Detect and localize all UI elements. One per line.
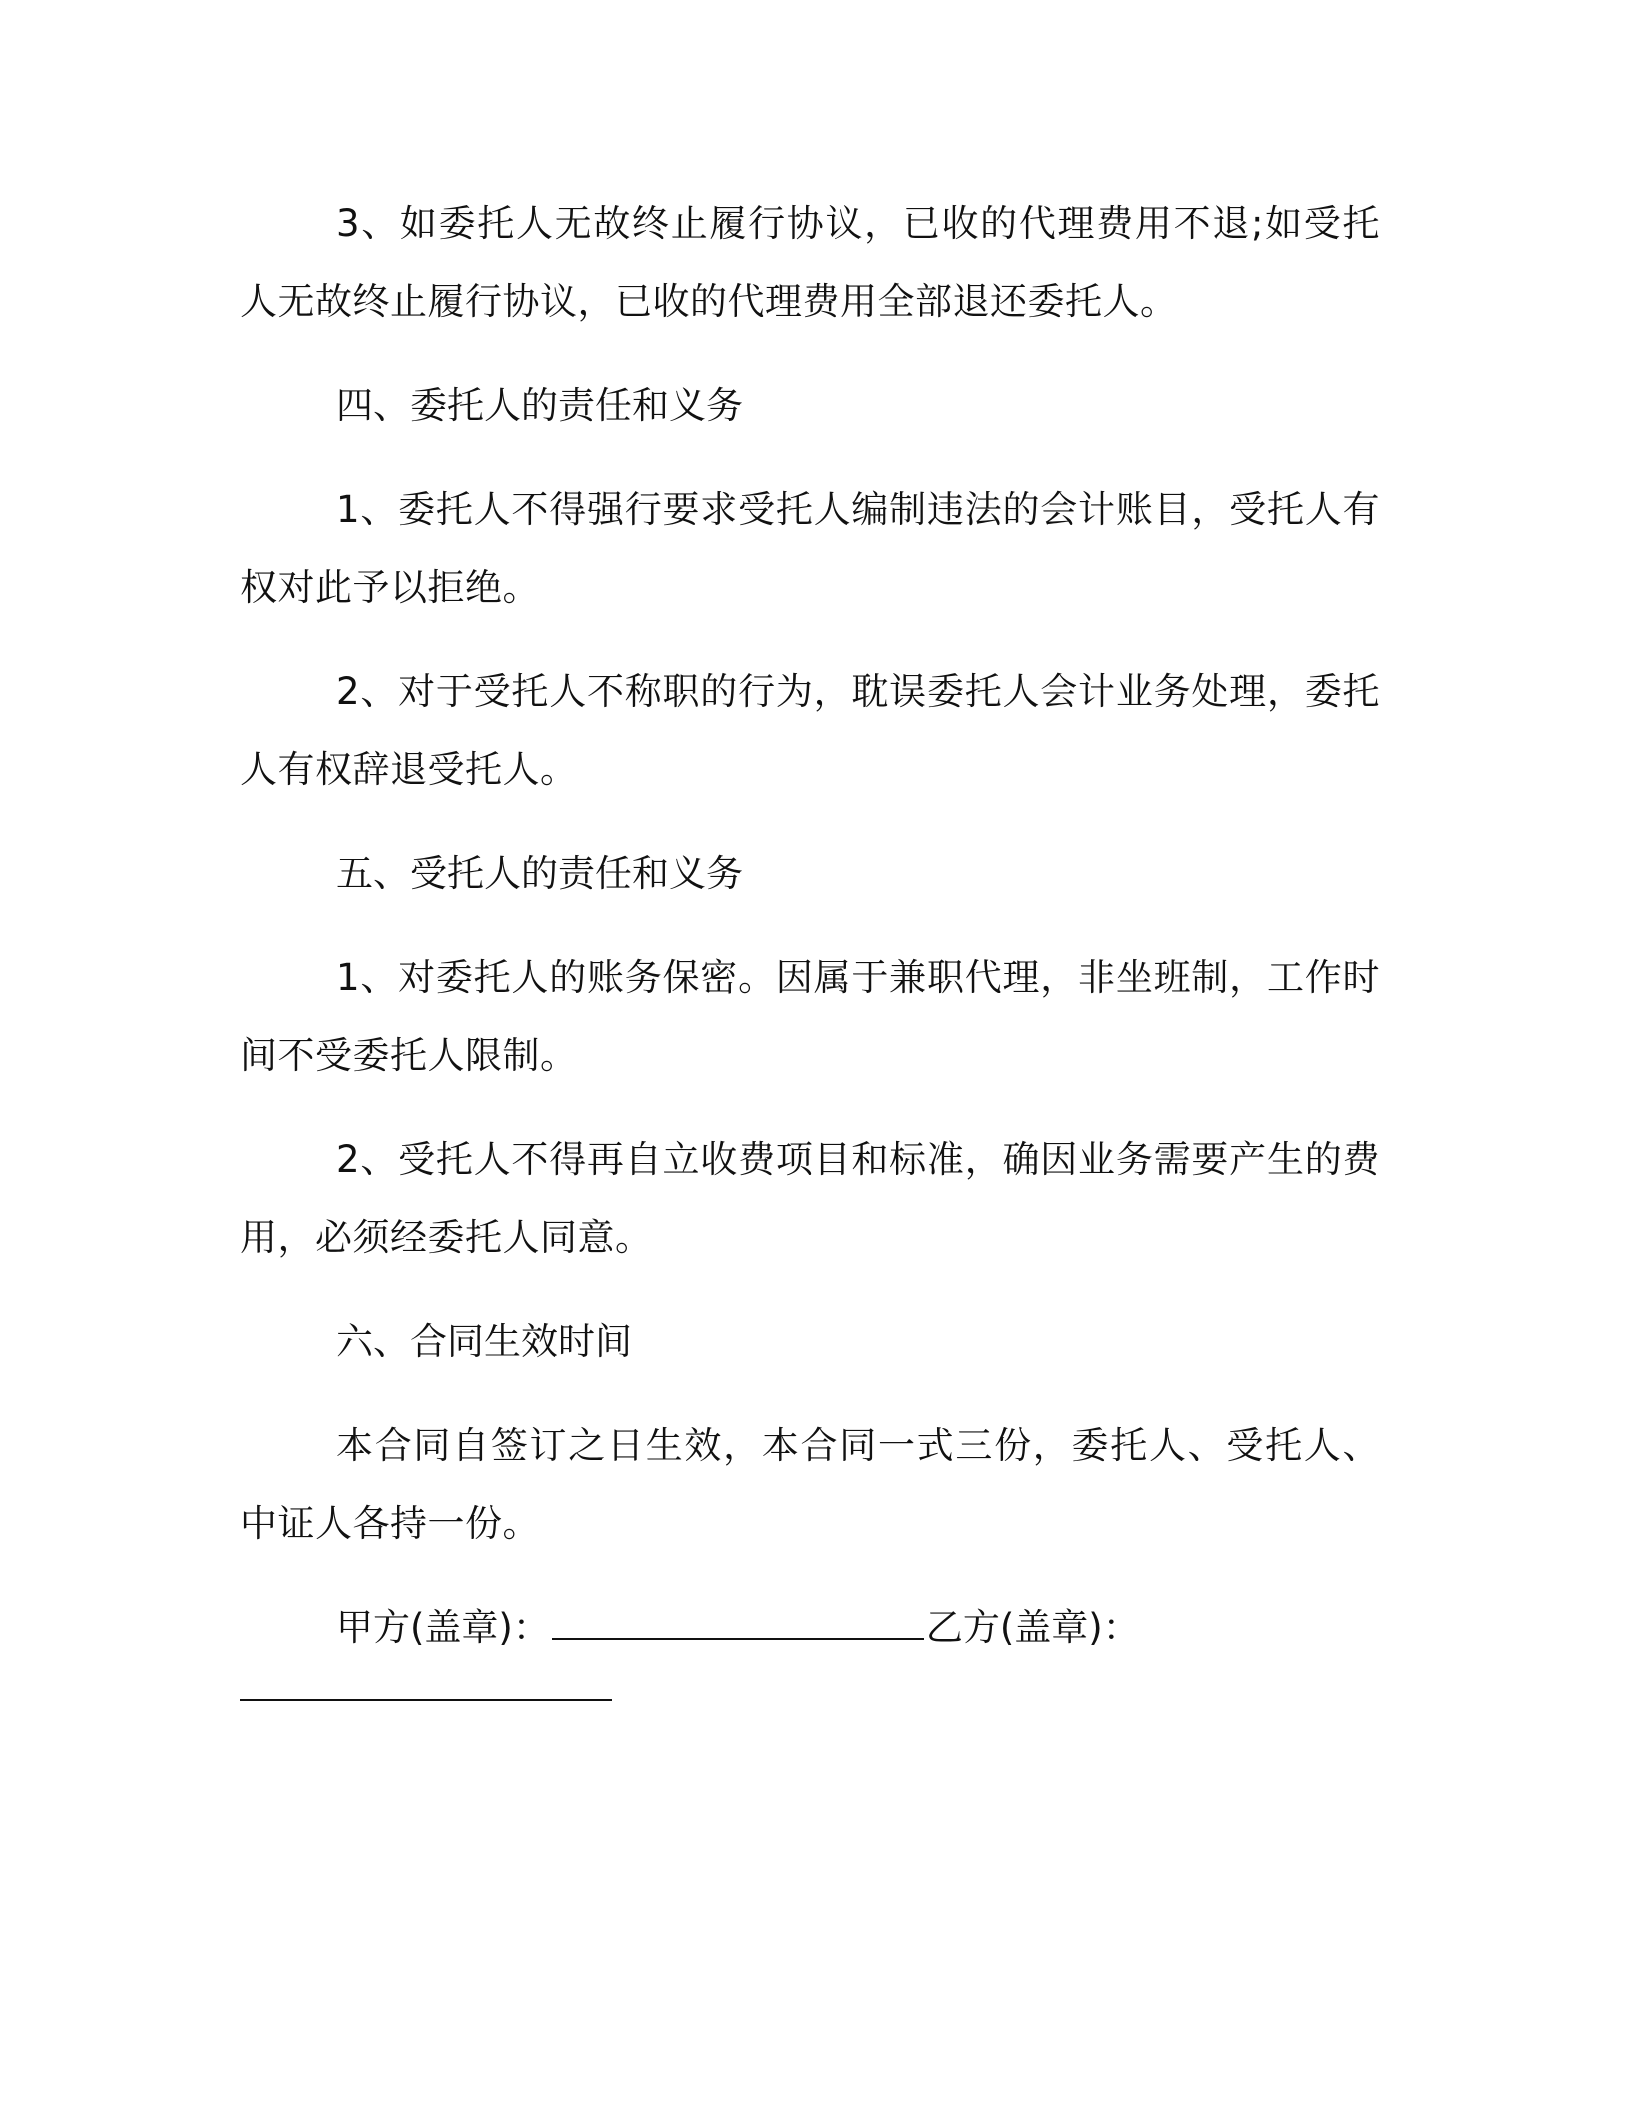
signature-line [240,1589,1380,1667]
clause-3-termination: 3、如委托人无故终止履行协议，已收的代理费用不退;如受托人无故终止履行协议，已收的代理费用全部退还委托人。 [240,202,1380,323]
party-b-blank [240,1697,612,1701]
party-b-label: 乙方(盖章)： [925,1606,1140,1649]
document-page [240,185,1380,1701]
party-a-blank [552,1608,924,1640]
party-a-label: 甲方(盖章)： [336,1606,550,1649]
effective-clause: 本合同自签订之日生效，本合同一式三份，委托人、受托人、中证人各持一份。 [240,1424,1380,1545]
section-heading-6: 六、合同生效时间 [336,1320,632,1363]
section-heading-5: 五、受托人的责任和义务 [336,852,743,895]
clause-5-2: 2、受托人不得再自立收费项目和标准，确因业务需要产生的费用，必须经委托人同意。 [240,1138,1380,1259]
section-heading-4: 四、委托人的责任和义务 [336,384,743,427]
clause-4-1: 1、委托人不得强行要求受托人编制违法的会计账目，受托人有权对此予以拒绝。 [240,488,1380,609]
clause-4-2: 2、对于受托人不称职的行为，耽误委托人会计业务处理，委托人有权辞退受托人。 [240,670,1380,791]
clause-5-1: 1、对委托人的账务保密。因属于兼职代理，非坐班制，工作时间不受委托人限制。 [240,956,1380,1077]
